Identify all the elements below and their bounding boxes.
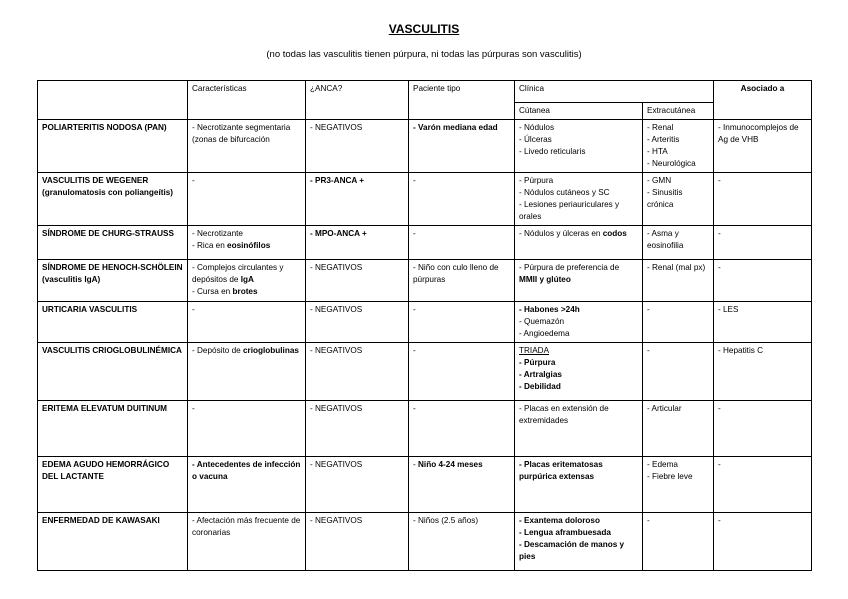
cell-line: - NEGATIVOS	[310, 263, 363, 272]
cell-asociado	[714, 343, 812, 401]
row-name: URTICARIA VASCULITIS	[38, 302, 188, 343]
cell-extracutanea	[643, 401, 714, 457]
cell-line: - Debilidad	[519, 382, 561, 391]
cell-anca	[306, 260, 409, 302]
header-paciente: Paciente tipo	[409, 81, 515, 120]
cell-line: - Púrpura	[519, 176, 554, 185]
cell-extracutanea	[643, 226, 714, 260]
cell-line: - Edema	[647, 460, 678, 469]
cell-line: - MPO-ANCA +	[310, 229, 367, 238]
row-name: SÍNDROME DE HENOCH-SCHÖLEIN (vasculitis IgA)	[38, 260, 188, 302]
cell-line: - Sinusitis crónica	[647, 188, 683, 209]
cell-line: - Necrotizante segmentaria (zonas de bifurcación	[192, 123, 291, 144]
cell-paciente	[409, 260, 515, 302]
cell-line: - GMN	[647, 176, 672, 185]
table-row	[38, 226, 812, 260]
cell-line: - Renal	[647, 123, 674, 132]
cell-anca	[306, 173, 409, 226]
cell-cutanea	[515, 302, 643, 343]
cell-caracteristicas	[188, 260, 306, 302]
page-title: VASCULITIS	[388, 22, 460, 36]
cell-anca	[306, 457, 409, 513]
cell-cutanea	[515, 226, 643, 260]
cell-line: -	[413, 305, 416, 314]
cell-line: - Necrotizante	[192, 229, 243, 238]
cell-line: -	[413, 229, 416, 238]
cell-line: - Placas en extensión de extremidades	[519, 404, 609, 425]
cell-line: - Púrpura	[519, 358, 556, 367]
cell-line: -	[192, 305, 195, 314]
cell-line: -	[647, 516, 650, 525]
cell-line: - Complejos circulantes y depósitos de IgA	[192, 263, 284, 284]
cell-line: -	[718, 404, 721, 413]
row-name: SÍNDROME DE CHURG-STRAUSS	[38, 226, 188, 260]
cell-line: - Depósito de crioglobulinas	[192, 346, 299, 355]
cell-asociado	[714, 302, 812, 343]
row-name: EDEMA AGUDO HEMORRÁGICO DEL LACTANTE	[38, 457, 188, 513]
header-cutanea: Cútanea	[515, 103, 643, 120]
cell-extracutanea	[643, 302, 714, 343]
header-anca: ¿ANCA?	[306, 81, 409, 120]
cell-caracteristicas	[188, 343, 306, 401]
cell-anca	[306, 343, 409, 401]
cell-extracutanea	[643, 173, 714, 226]
table-row	[38, 260, 812, 302]
cell-line: - Inmunocomplejos de Ag de VHB	[718, 123, 799, 144]
cell-line: - Angioedema	[519, 329, 570, 338]
cell-line: - Varón mediana edad	[413, 123, 498, 132]
cell-line: - Rica en eosinófilos	[192, 241, 271, 250]
row-name: VASCULITIS CRIOGLOBULINÉMICA	[38, 343, 188, 401]
cell-line: - Nódulos y úlceras en codos	[519, 229, 627, 238]
cell-asociado	[714, 513, 812, 571]
cell-paciente	[409, 302, 515, 343]
cell-cutanea	[515, 343, 643, 401]
cell-extracutanea	[643, 457, 714, 513]
table-row	[38, 513, 812, 571]
cell-cutanea	[515, 260, 643, 302]
cell-line: -	[718, 176, 721, 185]
cell-paciente	[409, 343, 515, 401]
cell-asociado	[714, 260, 812, 302]
cell-line: - Úlceras	[519, 135, 552, 144]
cell-cutanea	[515, 173, 643, 226]
cell-extracutanea	[643, 343, 714, 401]
header-clinica: Clínica	[515, 81, 714, 103]
cell-caracteristicas	[188, 457, 306, 513]
table-row	[38, 120, 812, 173]
cell-caracteristicas	[188, 120, 306, 173]
page-subtitle: (no todas las vasculitis tienen púrpura, ni todas las púrpuras son vasculitis)	[266, 49, 582, 60]
cell-line: - NEGATIVOS	[310, 460, 363, 469]
header-extracutanea: Extracutánea	[643, 103, 714, 120]
table-row	[38, 457, 812, 513]
cell-extracutanea	[643, 120, 714, 173]
cell-extracutanea	[643, 513, 714, 571]
cell-asociado	[714, 401, 812, 457]
cell-line: - Cursa en brotes	[192, 287, 258, 296]
cell-line: - Artralgias	[519, 370, 562, 379]
cell-line: - Púrpura de preferencia de MMII y glúteo	[519, 263, 620, 284]
cell-cutanea	[515, 457, 643, 513]
cell-line: - Lesiones periauriculares y orales	[519, 200, 620, 221]
cell-cutanea	[515, 401, 643, 457]
cell-paciente	[409, 457, 515, 513]
cell-line: - Nódulos cutáneos y SC	[519, 188, 610, 197]
row-name: VASCULITIS DE WEGENER (granulomatosis con poliangeítis)	[38, 173, 188, 226]
cell-anca	[306, 513, 409, 571]
cell-line: - NEGATIVOS	[310, 123, 363, 132]
cell-asociado	[714, 173, 812, 226]
cell-line: - Niño con culo lleno de púrpuras	[413, 263, 499, 284]
cell-paciente	[409, 513, 515, 571]
cell-caracteristicas	[188, 401, 306, 457]
cell-line: - Neurológica	[647, 159, 696, 168]
cell-line: - Lengua aframbuesada	[519, 528, 611, 537]
cell-line: TRIADA	[519, 346, 550, 355]
cell-line: - LES	[718, 305, 739, 314]
cell-line: - Hepatitis C	[718, 346, 764, 355]
cell-caracteristicas	[188, 302, 306, 343]
cell-line: - NEGATIVOS	[310, 305, 363, 314]
header-row	[38, 81, 812, 103]
cell-line: - Fiebre leve	[647, 472, 693, 481]
cell-line: - Habones >24h	[519, 305, 580, 314]
cell-cutanea	[515, 120, 643, 173]
cell-line: - PR3-ANCA +	[310, 176, 365, 185]
cell-line: -	[718, 516, 721, 525]
cell-caracteristicas	[188, 173, 306, 226]
header-asociado: Asociado a	[714, 81, 812, 120]
cell-anca	[306, 226, 409, 260]
cell-paciente	[409, 120, 515, 173]
cell-line: - NEGATIVOS	[310, 404, 363, 413]
cell-anca	[306, 302, 409, 343]
cell-line: - Niño 4-24 meses	[413, 460, 483, 469]
cell-paciente	[409, 173, 515, 226]
cell-anca	[306, 120, 409, 173]
cell-asociado	[714, 226, 812, 260]
cell-asociado	[714, 457, 812, 513]
row-name: POLIARTERITIS NODOSA (PAN)	[38, 120, 188, 173]
cell-line: - Niños (2.5 años)	[413, 516, 479, 525]
cell-line: - Placas eritematosas purpúrica extensas	[519, 460, 603, 481]
cell-line: - Quemazón	[519, 317, 565, 326]
table-row	[38, 173, 812, 226]
cell-line: - Livedo reticularis	[519, 147, 586, 156]
cell-line: - Asma y eosinofilia	[647, 229, 684, 250]
cell-anca	[306, 401, 409, 457]
cell-line: - Articular	[647, 404, 682, 413]
cell-paciente	[409, 401, 515, 457]
row-name: ERITEMA ELEVATUM DUITINUM	[38, 401, 188, 457]
cell-line: -	[647, 305, 650, 314]
cell-asociado	[714, 120, 812, 173]
cell-line: - Exantema doloroso	[519, 516, 600, 525]
cell-paciente	[409, 226, 515, 260]
cell-line: -	[718, 263, 721, 272]
table-row	[38, 401, 812, 457]
cell-line: -	[718, 460, 721, 469]
cell-line: - Descamación de manos y pies	[519, 540, 625, 561]
cell-line: - Arteritis	[647, 135, 680, 144]
cell-line: - Nódulos	[519, 123, 555, 132]
cell-line: -	[413, 176, 416, 185]
cell-line: -	[718, 229, 721, 238]
vasculitis-table	[37, 80, 812, 571]
cell-extracutanea	[643, 260, 714, 302]
cell-line: -	[192, 176, 195, 185]
cell-line: -	[413, 346, 416, 355]
row-name: ENFERMEDAD DE KAWASAKI	[38, 513, 188, 571]
cell-line: - NEGATIVOS	[310, 516, 363, 525]
cell-line: - Antecedentes de infección o vacuna	[192, 460, 301, 481]
header-empty	[38, 81, 188, 120]
cell-line: - HTA	[647, 147, 668, 156]
cell-cutanea	[515, 513, 643, 571]
cell-line: - Afectación más frecuente de coronarias	[192, 516, 301, 537]
cell-caracteristicas	[188, 226, 306, 260]
table-row	[38, 302, 812, 343]
cell-line: -	[647, 346, 650, 355]
cell-line: - Renal (mal px)	[647, 263, 706, 272]
cell-caracteristicas	[188, 513, 306, 571]
table-row	[38, 343, 812, 401]
header-caracteristicas: Características	[188, 81, 306, 120]
cell-line: - NEGATIVOS	[310, 346, 363, 355]
cell-line: -	[192, 404, 195, 413]
cell-line: -	[413, 404, 416, 413]
